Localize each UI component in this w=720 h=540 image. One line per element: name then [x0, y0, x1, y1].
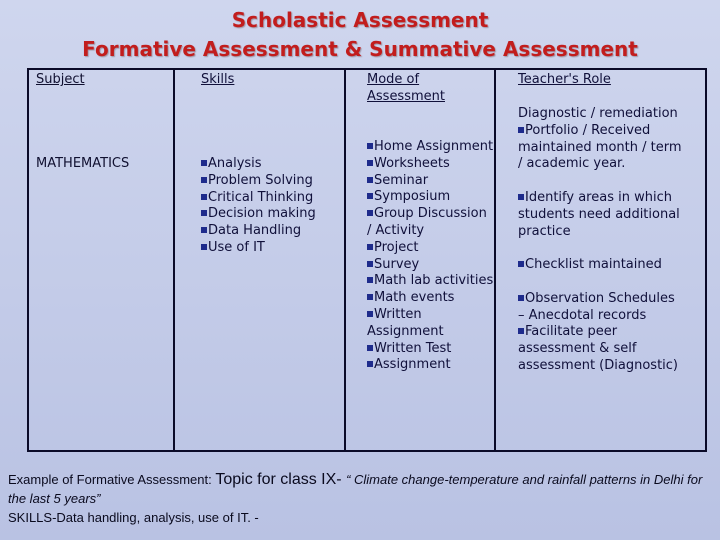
bullet-icon [201, 194, 207, 200]
bullet-icon [367, 160, 373, 166]
footer-quote: “ Climate change-temperature and rainfall patterns in Delhi for the last 5 years” [8, 472, 703, 506]
subject-value: MATHEMATICS [36, 156, 130, 171]
mode-item: Worksheets [367, 156, 495, 173]
skills-item: Analysis [201, 156, 341, 173]
bullet-icon [201, 210, 207, 216]
bullet-icon [367, 143, 373, 149]
bullet-icon [367, 361, 373, 367]
mode-item: Symposium [367, 189, 495, 206]
skills-item: Problem Solving [201, 173, 341, 190]
skills-item: Decision making [201, 206, 341, 223]
header-mode: Mode of Assessment [367, 72, 445, 104]
bullet-icon [367, 277, 373, 283]
footer-lead: Example of Formative Assessment: [8, 472, 216, 487]
mode-item: Group Discussion / Activity [367, 206, 487, 238]
bullet-icon [518, 328, 524, 334]
bullet-icon [201, 160, 207, 166]
title-line-2: Formative Assessment & Summative Assessment [82, 37, 638, 61]
bullet-icon [367, 311, 373, 317]
assessment-table [27, 68, 707, 452]
mode-item: Math lab activities [367, 273, 495, 290]
bullet-icon [518, 295, 524, 301]
bullet-icon [518, 194, 524, 200]
header-teacher-role: Teacher's Role [518, 72, 611, 87]
column-divider [344, 70, 346, 450]
teacher-role-column [518, 106, 684, 375]
skills-item: Data Handling [201, 223, 341, 240]
mode-item: Seminar [367, 173, 495, 190]
bullet-icon [201, 227, 207, 233]
bullet-icon [518, 127, 524, 133]
skills-item: Use of IT [201, 240, 341, 257]
title-line-1: Scholastic Assessment [231, 8, 489, 32]
teacher-identify: Identify areas in which students need additional practice [518, 189, 680, 239]
teacher-intro: Diagnostic / remediation [518, 106, 678, 121]
bullet-icon [367, 294, 373, 300]
mode-item: Assignment [367, 357, 495, 374]
header-subject: Subject [36, 72, 85, 87]
teacher-portfolio: Portfolio / Received maintained month / term / academic year. [518, 122, 682, 172]
teacher-checklist: Checklist maintained [518, 257, 684, 274]
mode-item: Survey [367, 257, 495, 274]
skills-list [201, 156, 341, 257]
footer-example [8, 470, 713, 527]
bullet-icon [367, 210, 373, 216]
skills-item: Critical Thinking [201, 190, 341, 207]
mode-list [367, 139, 495, 374]
footer-topic: Topic for class IX- [215, 471, 347, 488]
bullet-icon [201, 244, 207, 250]
bullet-icon [367, 177, 373, 183]
teacher-observation: Observation Schedules – Anecdotal records [518, 290, 675, 323]
teacher-facilitate: Facilitate peer assessment & self assessment (Diagnostic) [518, 324, 678, 373]
mode-item: Written Test [367, 341, 495, 358]
mode-item: Written Assignment [367, 306, 444, 339]
bullet-icon [201, 177, 207, 183]
bullet-icon [367, 244, 373, 250]
column-divider [173, 70, 175, 450]
mode-item: Home Assignment [367, 139, 495, 156]
header-skills: Skills [201, 72, 235, 87]
bullet-icon [367, 261, 373, 267]
mode-item: Math events [367, 290, 495, 307]
bullet-icon [367, 345, 373, 351]
bullet-icon [367, 193, 373, 199]
bullet-icon [518, 261, 524, 267]
mode-item: Project [367, 240, 495, 257]
footer-skills: SKILLS-Data handling, analysis, use of IT. - [8, 510, 259, 525]
